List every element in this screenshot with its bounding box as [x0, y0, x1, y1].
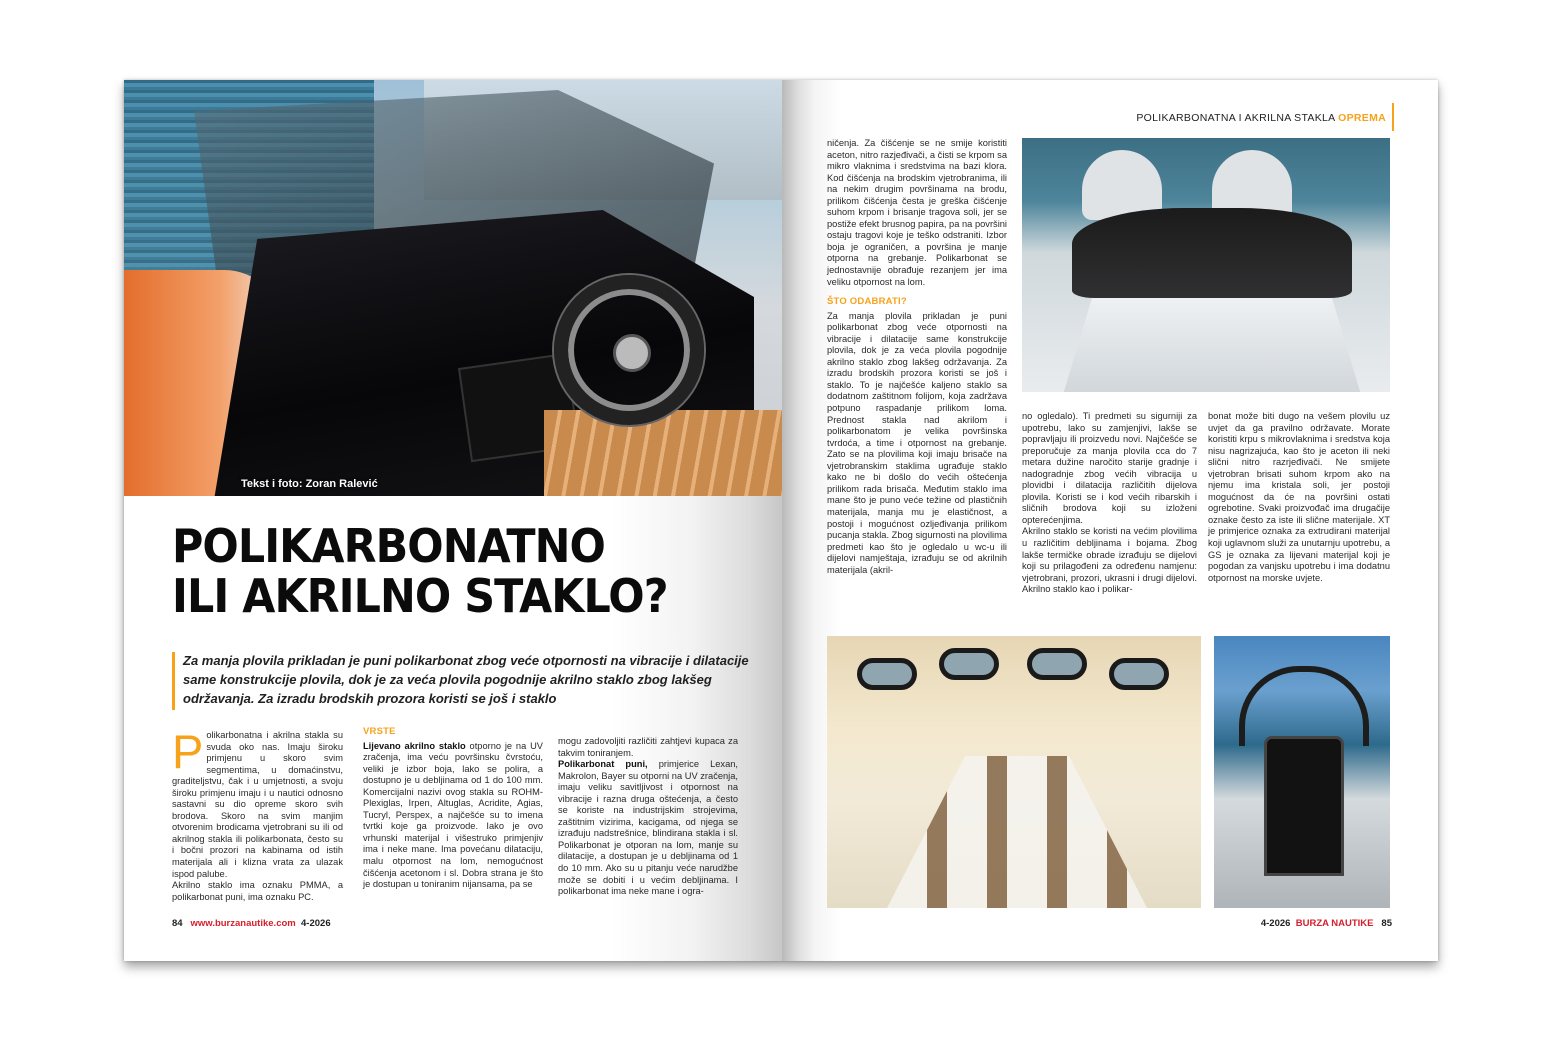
- paragraph: Akrilno staklo se koristi na većim plovilima u različitim debljinama i bojama. Zbog lakše termičke obrade izrađuju se dijelovi koji su prilagođeni za određenu namjenu: vjetrobrani, prozori, ukrasni i drugi dijelovi. Akrilno staklo kao i polikar-: [1022, 526, 1197, 595]
- footer-issue: 4-2026: [301, 918, 331, 929]
- running-header: [1136, 112, 1386, 124]
- right-footer: [1261, 918, 1392, 929]
- left-col-3: [558, 736, 738, 898]
- left-col-1: [172, 725, 343, 903]
- paragraph: otporno je na UV zračenja, ima veću površinsku čvrstoću, veliki je izbor boja, lako se polira, a dostupno je u debljinama od 1 do 100 mm. Komercijalni nazivi ovog stakla su ROHM-Plexiglas, Irpen, Altuglas, Acridite, Agias, Tucryl, Perspex, a najčešće su to imena tvrtki koje ga proizvode. Iako je ovo vrhunski materijal i višestruko primjenjiv ima i neke mane. Ima povećanu dilataciju, malu otpornost na lom, nemogućnost čišćenja acetonom i sl. Dobra strana je što je dostupan u toniranim nijansama, pa se: [363, 740, 543, 890]
- bold-lead-in: Polikarbonat puni,: [558, 759, 648, 770]
- lead-paragraph: Za manja plovila prikladan je puni polikarbonat zbog veće otpornosti na vibracije i dilatacije same konstrukcije plovila, dok je za veća plovila pogodnije akrilno staklo zbog lakšeg održavanja. Za izradu brodskih prozora koristi se još i staklo: [183, 653, 749, 706]
- paragraph: Akrilno staklo ima oznaku PMMA, a polikarbonat puni, ima oznaku PC.: [172, 880, 343, 902]
- header-text: POLIKARBONATNA I AKRILNA STAKLA: [1136, 112, 1335, 124]
- photo-boat-cabin: [827, 636, 1201, 908]
- footer-url: www.burzanautike.com: [190, 918, 296, 929]
- header-section: OPREMA: [1338, 112, 1386, 124]
- photo-boat-cabin-door: [1214, 636, 1390, 908]
- article-title: [172, 521, 711, 621]
- paragraph: Za manja plovila prikladan je puni polikarbonat zbog veće otpornosti na vibracije i dilatacije same konstrukcije plovila, dok je za veća plovila pogodnije akrilno staklo zbog lakšeg održavanja. Za izradu brodskih prozora koristi se još i staklo. To je najčešće kaljeno staklo sa dodatnom zaštitnom folijom, koja zadržava potpuno raspadanje prilikom loma. Prednost stakla nad akrilom i polikarbonatom je velika površinska tvrdoća, a time i otpornost na grebanje. Zato se na plovilima koji imaju brisače na vjetrobranskim staklima ugrađuje staklo kako ne bi došlo do većih oštećenja prilikom rada brisača. Međutim staklo ima mane što je puno veće težine od plastičnih materijala, manja mu je elastičnost, a postoji i mogućnost ozljeđivanja prilikom pucanja stakla. Zbog sigurnosti na plovilima predmeti kao što je ogledalo u wc-u ili dijelovi namještaja, izrađuju se od akrilnih materijala (akril-: [827, 310, 1007, 575]
- right-page: [782, 80, 1438, 961]
- paragraph: no ogledalo). Ti predmeti su sigurniji za upotrebu, lako su zamjenjivi, lakše se popravljaju ili proizvedu novi. Najčešće se preporučuje za manja plovila cca do 7 metara dužine naročito starije gradnje i nadogradnje zbog većih vibracija u plovidbi i dilatacija različitih dijelova plovila. Koristi se i kod većih ribarskih i sličnih brodova koji su izloženi opterećenjima.: [1022, 411, 1197, 525]
- left-footer: [172, 918, 331, 929]
- bold-lead-in: Lijevano akrilno staklo: [363, 740, 466, 751]
- title-line-2: ILI AKRILNO STAKLO?: [172, 569, 668, 623]
- left-page: [124, 80, 782, 961]
- right-col-2: [1022, 411, 1197, 596]
- photo-boat-windshield: [1022, 138, 1390, 392]
- page-number: 84: [172, 918, 183, 929]
- photo-credit: Tekst i foto: Zoran Ralević: [241, 478, 378, 490]
- paragraph: olikarbonatna i akrilna stakla su svuda oko nas. Imaju široku primjenu u skoro svim segmentima, u domaćinstvu, graditeljstvu, čak i u umjetnosti, a svoju široku primjenu imaju i u nautici odnosno sastavni su dio opreme skoro svih brodova. Skoro na svim manjim otvorenim brodicama vjetrobrani su ili od akrilnog stakla ili polikarbonata, često su i bočni prozori na kabinama od istih materijala ali i klizna vrata za ulazak ispod palube.: [172, 730, 343, 879]
- footer-issue: 4-2026: [1260, 918, 1291, 929]
- drop-cap: P: [172, 725, 204, 778]
- subheading-sto-odabrati: ŠTO ODABRATI?: [827, 296, 907, 308]
- page-number: 85: [1381, 918, 1392, 929]
- paragraph: ničenja. Za čišćenje se ne smije koristiti aceton, nitro razjeđivači, a čisti se krpom sa mikro vlaknima i sredstvima na bazi klora. Kod čišćenja na brodskim vjetrobranima, ili na nekim drugim površinama na brodu, prilikom čišćenja česta je greška čišćenje suhom krpom i brisanje tragova soli, jer se postiže efekt brusnog papira, pa na površini ostaju tragovi koje je teško odstraniti. Izbor boja je ograničen, a površina je manje otporna na grebanje. Polikarbonat se jednostavnije obrađuje rezanjem jer ima veliku otpornost na lom.: [827, 138, 1007, 287]
- subheading-vrste: VRSTE: [363, 726, 396, 737]
- magazine-spread: [124, 80, 1438, 961]
- steering-wheel: [554, 275, 704, 425]
- lead-accent-bar: [172, 652, 175, 710]
- hero-photo-boat-console: [124, 80, 782, 496]
- paragraph: primjerice Lexan, Makrolon, Bayer su otporni na UV zračenja, imaju veliku savitljivost i otpornost na vibracije i razna druga oštećenja, a često se koriste na industrijskim strojevima, zaštitnim vizirima, kacigama, od njega se izrađuju nadstrešnice, blindirana stakla i sl. Polikarbonat je otporan na lom, manje su dilatacije, a dostupan je u debljinama od 1 do 10 mm. Ako su u pitanju veće narudžbe može se dobiti i u većim debljinama. I polikarbonat ima neke mane i ogra-: [558, 759, 739, 897]
- footer-brand: BURZA NAUTIKE: [1295, 918, 1374, 929]
- title-line-1: POLIKARBONATNO: [172, 519, 606, 573]
- left-col-2: [363, 726, 543, 891]
- right-col-3: [1208, 411, 1390, 584]
- header-rule: [1392, 103, 1394, 131]
- paragraph: bonat može biti dugo na vešem plovilu uz uvjet da ga pravilno održavate. Morate koristiti krpu s mikrovlaknima i sredstva koja nisu nagrizajuća, kao što je aceton ili neki slični nitro razrjeđivači. Ne smijete vjetrobran brisati suhom krpom ako na njemu ima kristala soli, jer postoji mogućnost da će na površini ostati ogrebotine. Svaki proizvođač ima drugačije oznake često za iste ili slične materijale. XT je primjerice oznaka za extrudirani materijal koji uglavnom služi za unutarnju upotrebu, a GS je oznaka za lijevani materijal koji je pogodan za vanjsku upotrebu i ima dodatnu otpornost na morske uvjete.: [1208, 411, 1390, 583]
- paragraph: mogu zadovoljiti različiti zahtjevi kupaca za takvim toniranjem.: [558, 736, 738, 758]
- right-col-1: [827, 138, 1007, 576]
